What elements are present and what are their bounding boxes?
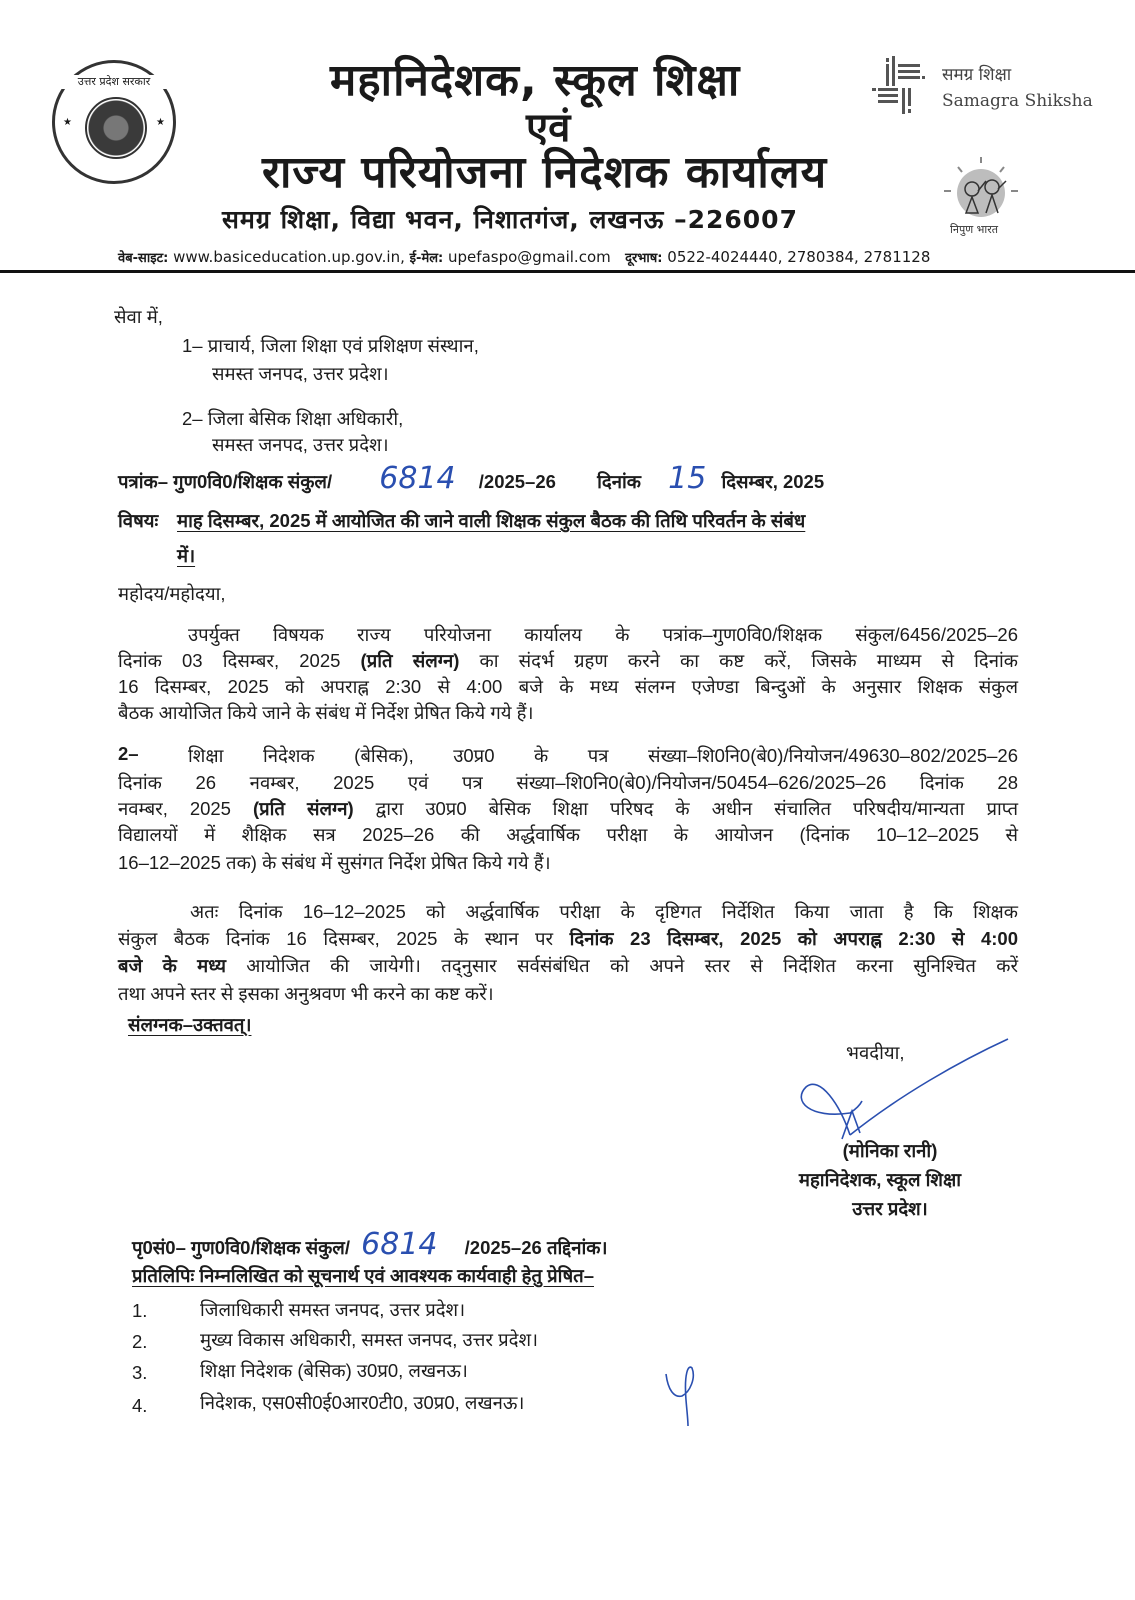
para3-text: आयोजित की जायेगी। तद्नुसार सर्वसंबंधित को अपने स्तर से निर्देशित करना सुनिश्चित करें	[225, 955, 1019, 976]
date-label: दिनांक	[597, 471, 641, 492]
contact-line	[118, 248, 930, 266]
para3-line3	[118, 953, 1018, 978]
website-label: वेब-साइट:	[118, 251, 169, 266]
salutation-to: सेवा में,	[114, 306, 163, 327]
letter-reference	[118, 461, 824, 496]
para2-line4: विद्यालयों में शैक्षिक सत्र 2025–26 की अर्द्धवार्षिक परीक्षा के आयोजन (दिनांक 10–12–2025 से	[118, 824, 1018, 845]
copy-heading: प्रतिलिपिः निम्नलिखित को सूचनार्थ एवं आवश्यक कार्यवाही हेतु प्रेषित–	[132, 1265, 594, 1286]
para1-line1: उपर्युक्त विषयक राज्य परियोजना कार्यालय के पत्रांक–गुण0वि0/शिक्षक संकुल/6456/2025–26	[188, 624, 1018, 645]
samagra-shiksha-logo-icon	[868, 54, 934, 120]
initials-scribble-icon	[660, 1360, 710, 1430]
signatory-designation: महानिदेशक, स्कूल शिक्षा	[798, 1169, 962, 1190]
list-item-text: शिक्षा निदेशक (बेसिक) उ0प्र0, लखनऊ।	[200, 1360, 468, 1381]
list-item-text: निदेशक, एस0सी0ई0आर0टी0, उ0प्र0, लखनऊ।	[200, 1392, 525, 1413]
para2-text: द्वारा उ0प्र0 बेसिक शिक्षा परिषद के अधीन संचालित परिषदीय/मान्यता प्राप्त	[353, 798, 1019, 819]
para1-line2	[118, 648, 1018, 673]
handwritten-reference-number: 6814	[379, 461, 456, 496]
signatory-name: (मोनिका रानी)	[842, 1140, 938, 1161]
emblem-text: उत्तर प्रदेश सरकार	[55, 75, 173, 89]
para3-line1: अतः दिनांक 16–12–2025 को अर्द्धवार्षिक परीक्षा के दृष्टिगत निर्देशित किया जाता है कि शिक्षक	[190, 901, 1018, 922]
email-link[interactable]: upefaspo@gmail.com	[448, 248, 611, 266]
para2-number: 2–	[118, 743, 139, 764]
star-icon: ★	[63, 117, 72, 128]
para2-line2: दिनांक 26 नवम्बर, 2025 एवं पत्र संख्या–शि0नि0(बे0)/नियोजन/50454–626/2025–26 दिनांक 28	[118, 772, 1018, 793]
para3-line2	[118, 926, 1018, 951]
para3-text: संकुल बैठक दिनांक 16 दिसम्बर, 2025 के स्थान पर	[118, 928, 570, 949]
signature-scribble-icon	[790, 1035, 1020, 1145]
date-month-year: दिसम्बर, 2025	[721, 471, 825, 492]
reference-prefix: पत्रांक– गुण0वि0/शिक्षक संकुल/	[118, 471, 333, 492]
addressee-2-line2: समस्त जनपद, उत्तर प्रदेश।	[212, 434, 389, 455]
para2-line3	[118, 796, 1018, 821]
closing: भवदीया,	[846, 1042, 905, 1063]
email-label: ई-मेल:	[409, 251, 444, 266]
list-item-number: 1.	[132, 1300, 148, 1321]
up-government-emblem	[52, 60, 176, 184]
signatory-state: उत्तर प्रदेश।	[852, 1198, 928, 1219]
para2-line1: शिक्षा निदेशक (बेसिक), उ0प्र0 के पत्र संख्या–शि0नि0(बे0)/नियोजन/49630–802/2025–26	[188, 745, 1018, 766]
office-title-line2: एवं	[526, 105, 571, 151]
office-title-line1: महानिदेशक, स्कूल शिक्षा	[330, 55, 741, 106]
new-meeting-date: दिनांक 23 दिसम्बर, 2025 को अपराह्न 2:30 से 4:00	[569, 928, 1018, 949]
nipun-bharat-label: निपुण भारत	[950, 223, 999, 236]
header-divider	[0, 270, 1135, 273]
handwritten-date-day: 15	[668, 461, 707, 496]
para2-text: नवम्बर, 2025	[118, 798, 253, 819]
samagra-hindi: समग्र शिक्षा	[942, 65, 1012, 85]
addressee-2-line1: 2– जिला बेसिक शिक्षा अधिकारी,	[182, 408, 404, 429]
endorsement-prefix: पृ0सं0– गुण0वि0/शिक्षक संकुल/	[132, 1237, 350, 1258]
list-item-text: मुख्य विकास अधिकारी, समस्त जनपद, उत्तर प्रदेश।	[200, 1329, 539, 1350]
list-item-text: जिलाधिकारी समस्त जनपद, उत्तर प्रदेश।	[200, 1299, 466, 1320]
samagra-shiksha-brand	[942, 62, 1093, 114]
enclosure-note: संलग्नक–उक्तवत्।	[128, 1014, 252, 1035]
subject-line1: माह दिसम्बर, 2025 में आयोजित की जाने वाली शिक्षक संकुल बैठक की तिथि परिवर्तन के संबंध	[177, 510, 806, 531]
website-link[interactable]: www.basiceducation.up.gov.in,	[173, 248, 405, 266]
addressee-1-line2: समस्त जनपद, उत्तर प्रदेश।	[212, 363, 389, 384]
emblem-seal-icon	[85, 97, 147, 159]
attachment-note: (प्रति संलग्न)	[252, 798, 354, 819]
para1-line4: बैठक आयोजित किये जाने के संबंध में निर्देश प्रेषित किये गये हैं।	[118, 702, 534, 723]
para1-line3: 16 दिसम्बर, 2025 को अपराह्न 2:30 से 4:00 बजे के मध्य संलग्न एजेण्डा बिन्दुओं के अनुसार शिक्षक संकुल	[118, 676, 1018, 697]
addressee-1-line1: 1– प्राचार्य, जिला शिक्षा एवं प्रशिक्षण संस्थान,	[182, 335, 479, 356]
attachment-note: (प्रति संलग्न)	[360, 650, 460, 671]
para2-line5: 16–12–2025 तक) के संबंध में सुसंगत निर्देश प्रेषित किये गये हैं।	[118, 852, 551, 873]
list-item-number: 2.	[132, 1331, 148, 1352]
reference-year: /2025–26	[478, 471, 556, 492]
new-meeting-time: बजे के मध्य	[118, 955, 226, 976]
phone-numbers: 0522-4024440, 2780384, 2781128	[667, 248, 931, 266]
list-item-number: 3.	[132, 1362, 148, 1383]
office-address: समग्र शिक्षा, विद्या भवन, निशातगंज, लखनऊ –226007	[222, 205, 798, 234]
samagra-english: Samagra Shiksha	[942, 91, 1093, 111]
para1-text: दिनांक 03 दिसम्बर, 2025	[118, 650, 361, 671]
para3-line4: तथा अपने स्तर से इसका अनुश्रवण भी करने का कष्ट करें।	[118, 983, 494, 1004]
para1-text: का संदर्भ ग्रहण करने का कष्ट करें, जिसके माध्यम से दिनांक	[459, 650, 1018, 671]
signature-block	[760, 1138, 1000, 1221]
endorsement-reference	[132, 1227, 608, 1262]
subject-line2: में।	[177, 545, 196, 566]
endorsement-suffix: /2025–26 तद्दिनांक।	[464, 1237, 608, 1258]
star-icon: ★	[156, 117, 165, 128]
phone-label: दूरभाष:	[625, 251, 663, 266]
subject-label: विषयः	[118, 510, 159, 531]
office-title-line3: राज्य परियोजना निदेशक कार्यालय	[262, 147, 828, 198]
greeting: महोदय/महोदया,	[118, 583, 226, 604]
list-item-number: 4.	[132, 1395, 148, 1416]
nipun-bharat-logo-icon	[940, 155, 1022, 223]
handwritten-endorsement-number: 6814	[361, 1227, 438, 1262]
